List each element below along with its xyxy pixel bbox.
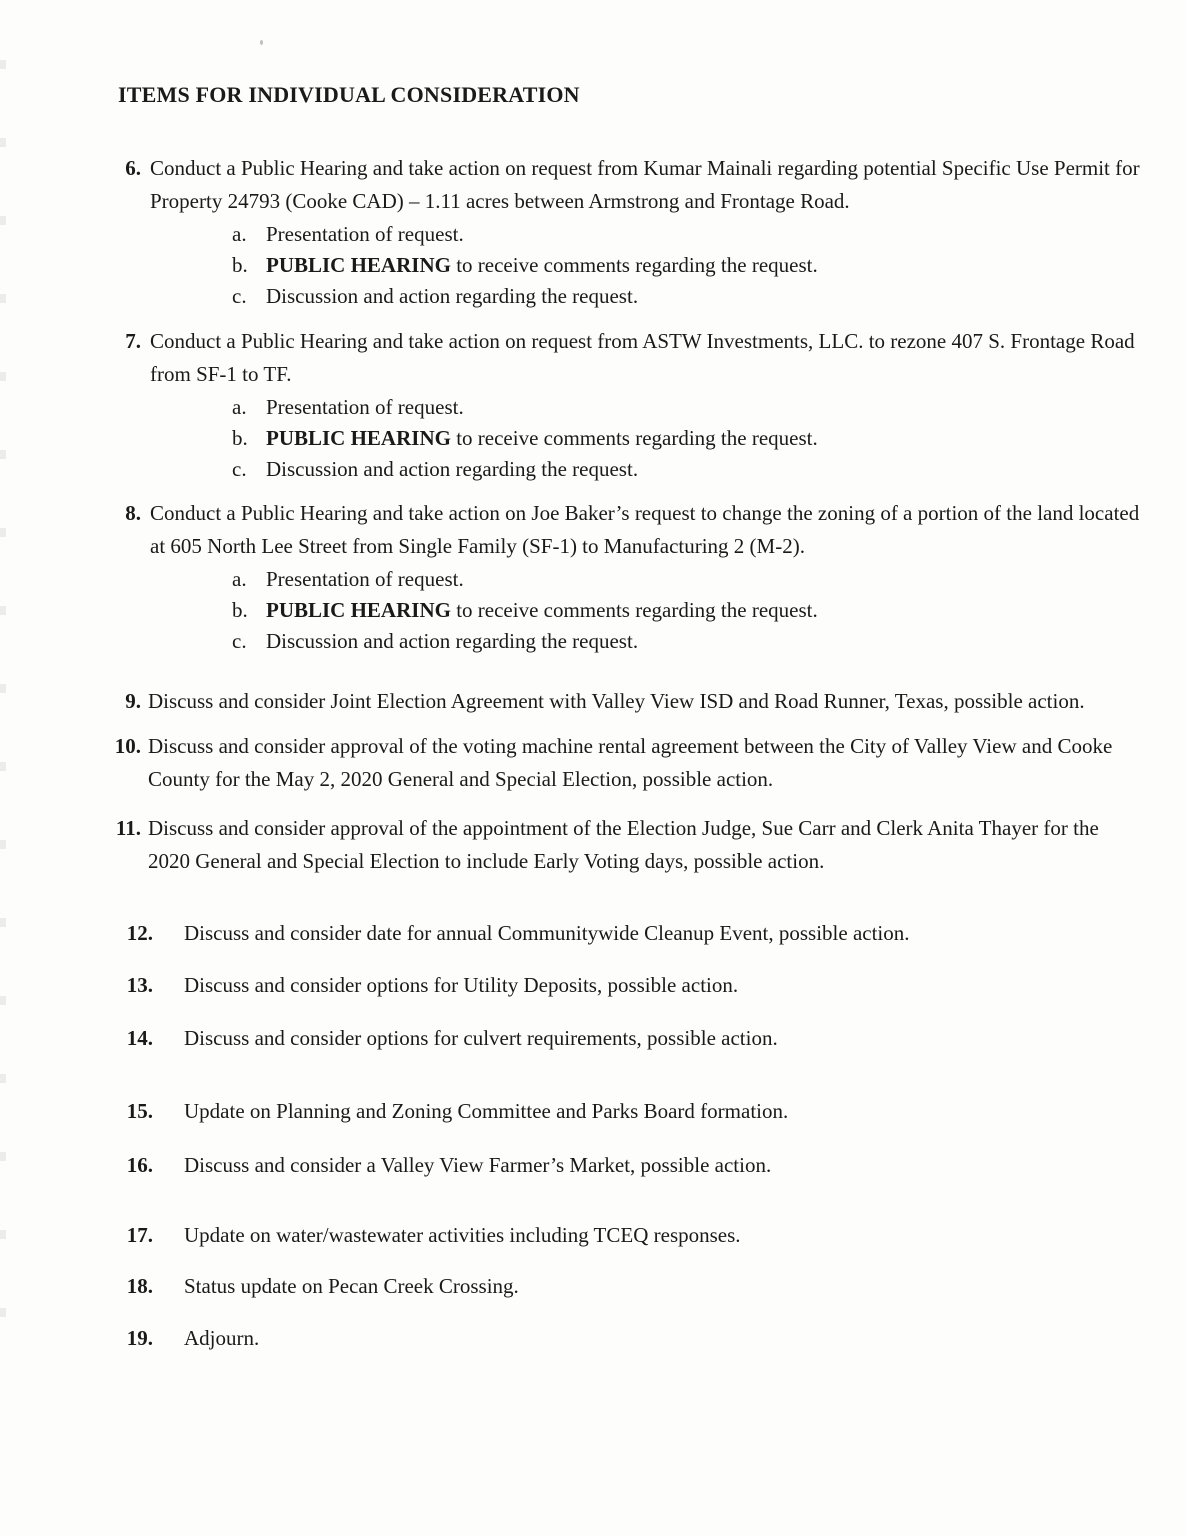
item-text: Discuss and consider options for Utility Deposits, possible action. — [184, 973, 739, 997]
agenda-item-13 — [117, 969, 1187, 1002]
subitem-rest: to receive comments regarding the request. — [450, 426, 818, 450]
subitem-text — [266, 626, 638, 657]
subitem-text — [266, 454, 638, 485]
item-text: Discuss and consider approval of the appointment of the Election Judge, Sue Carr and Clerk Anita Thayer for the 2020 General and Special Election to include Early Voting days, possible action. — [148, 816, 1099, 873]
agenda-item-14 — [117, 1022, 1187, 1055]
subitem-list — [232, 219, 1142, 312]
agenda-item-10 — [110, 730, 1187, 796]
subitem-letter: a. — [232, 567, 247, 591]
subitem-rest: Presentation of request. — [266, 395, 464, 419]
agenda-item-8 — [110, 497, 1187, 657]
agenda-item-12 — [117, 917, 1187, 950]
agenda-item-17 — [117, 1219, 1187, 1252]
agenda-item-7 — [110, 325, 1187, 485]
item-text: Discuss and consider a Valley View Farmer’s Market, possible action. — [184, 1153, 772, 1177]
subitem-text — [266, 392, 464, 423]
subitem-list — [232, 564, 1142, 657]
subitem-rest: to receive comments regarding the request. — [450, 598, 818, 622]
subitem-row — [232, 250, 1142, 281]
subitem-list — [232, 392, 1142, 485]
item-body — [184, 1219, 1114, 1252]
subitem-rest: Discussion and action regarding the request. — [266, 629, 639, 653]
subitem-letter: b. — [232, 598, 248, 622]
item-text: Discuss and consider options for culvert requirements, possible action. — [184, 1026, 778, 1050]
item-number: 6. — [125, 156, 141, 180]
subitem-letter: b. — [232, 426, 248, 450]
subitem-letter: c. — [232, 457, 247, 481]
item-number: 13. — [126, 973, 153, 997]
item-body — [184, 1022, 1114, 1055]
item-text: Conduct a Public Hearing and take action on request from Kumar Mainali regarding potential Specific Use Permit for Property 24793 (Cooke CAD) – 1.11 acres between Armstrong and Frontage Road. — [150, 156, 1140, 213]
item-number: 8. — [125, 501, 141, 525]
item-number: 15. — [126, 1099, 153, 1123]
item-number: 16. — [126, 1153, 153, 1177]
item-number: 12. — [126, 921, 153, 945]
subitem-text — [266, 219, 464, 250]
item-number: 17. — [126, 1223, 153, 1247]
agenda-item-16 — [117, 1149, 1187, 1182]
item-text: Discuss and consider date for annual Communitywide Cleanup Event, possible action. — [184, 921, 910, 945]
item-body — [184, 1095, 1114, 1128]
agenda-item-11 — [110, 812, 1187, 878]
item-body — [184, 1149, 1114, 1182]
agenda-item-15 — [117, 1095, 1187, 1128]
item-text: Discuss and consider Joint Election Agreement with Valley View ISD and Road Runner, Texas, possible action. — [148, 689, 1085, 713]
item-body — [150, 152, 1142, 312]
subitem-row — [232, 595, 1142, 626]
subitem-row — [232, 454, 1142, 485]
subitem-text — [266, 250, 818, 281]
subitem-rest: Discussion and action regarding the request. — [266, 457, 639, 481]
subitem-bold-lead: PUBLIC HEARING — [266, 426, 451, 450]
subitem-row — [232, 626, 1142, 657]
subitem-letter: c. — [232, 284, 247, 308]
item-number: 19. — [126, 1326, 153, 1350]
item-number: 10. — [114, 734, 141, 758]
subitem-text — [266, 564, 464, 595]
subitem-rest: Discussion and action regarding the request. — [266, 284, 639, 308]
item-body — [184, 969, 1114, 1002]
subitem-rest: to receive comments regarding the request. — [450, 253, 818, 277]
subitem-row — [232, 564, 1142, 595]
subitem-bold-lead: PUBLIC HEARING — [266, 598, 451, 622]
subitem-rest: Presentation of request. — [266, 222, 464, 246]
agenda-item-9 — [110, 685, 1187, 718]
item-number: 14. — [126, 1026, 153, 1050]
subitem-text — [266, 423, 818, 454]
item-text: Discuss and consider approval of the voting machine rental agreement between the City of Valley View and Cooke County for the May 2, 2020 General and Special Election, possible action. — [148, 734, 1113, 791]
item-number: 11. — [115, 816, 141, 840]
item-body — [150, 497, 1142, 657]
subitem-row — [232, 219, 1142, 250]
subitem-letter: b. — [232, 253, 248, 277]
subitem-row — [232, 281, 1142, 312]
agenda-item-19 — [117, 1322, 1187, 1355]
subitem-text — [266, 281, 638, 312]
item-body — [184, 1270, 1114, 1303]
subitem-row — [232, 392, 1142, 423]
subitem-letter: a. — [232, 395, 247, 419]
item-body — [184, 1322, 1114, 1355]
subitem-bold-lead: PUBLIC HEARING — [266, 253, 451, 277]
agenda-item-18 — [117, 1270, 1187, 1303]
section-title: ITEMS FOR INDIVIDUAL CONSIDERATION — [118, 82, 580, 107]
item-body — [148, 812, 1136, 878]
item-body — [148, 730, 1136, 796]
item-text: Update on Planning and Zoning Committee and Parks Board formation. — [184, 1099, 789, 1123]
agenda-item-6 — [110, 152, 1187, 312]
subitem-letter: a. — [232, 222, 247, 246]
item-body — [184, 917, 1114, 950]
subitem-text — [266, 595, 818, 626]
item-text: Conduct a Public Hearing and take action on Joe Baker’s request to change the zoning of a portion of the land located at 605 North Lee Street from Single Family (SF-1) to Manufacturing 2 (M-2). — [150, 501, 1140, 558]
subitem-letter: c. — [232, 629, 247, 653]
subitem-rest: Presentation of request. — [266, 567, 464, 591]
item-body — [150, 325, 1142, 485]
item-text: Status update on Pecan Creek Crossing. — [184, 1274, 519, 1298]
item-text: Update on water/wastewater activities including TCEQ responses. — [184, 1223, 741, 1247]
item-text: Conduct a Public Hearing and take action on request from ASTW Investments, LLC. to rezone 407 S. Frontage Road from SF-1 to TF. — [150, 329, 1135, 386]
item-text: Adjourn. — [184, 1326, 260, 1350]
item-body — [148, 685, 1136, 718]
item-number: 9. — [125, 689, 141, 713]
item-number: 7. — [125, 329, 141, 353]
subitem-row — [232, 423, 1142, 454]
item-number: 18. — [126, 1274, 153, 1298]
